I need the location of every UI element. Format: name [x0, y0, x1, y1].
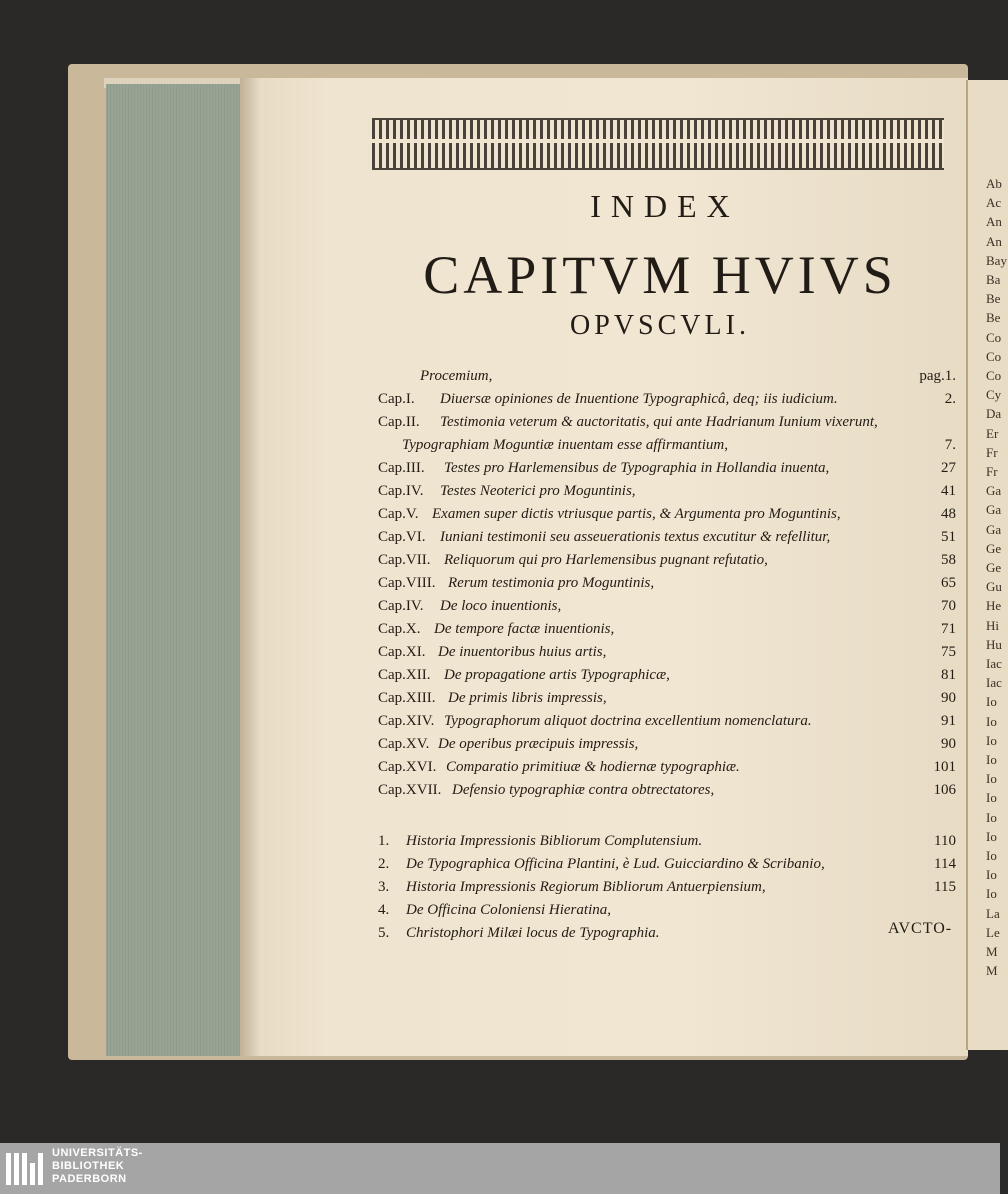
toc-row: [378, 527, 956, 550]
toc-entry-text: Testimonia veterum & auctoritatis, qui ante Hadrianum Iunium vixerunt,: [440, 414, 878, 430]
facing-page-fragment: Ga: [986, 483, 1002, 499]
toc-entry-text: Rerum testimonia pro Moguntinis,: [448, 575, 655, 591]
facing-page-fragment: Ba: [986, 272, 1001, 287]
toc-row: [378, 877, 956, 900]
toc-page-number: 41: [941, 483, 956, 499]
facing-page-fragment: Be: [986, 291, 1001, 307]
toc-page-number: 70: [941, 598, 956, 614]
toc-chapter-label: 2.: [378, 856, 390, 872]
toc-page-number: 101: [933, 759, 956, 775]
toc-row: [378, 854, 956, 877]
facing-page-fragment: Io: [986, 732, 997, 748]
toc-page-number: 81: [941, 667, 956, 683]
sub-title: OPVSCVLI.: [570, 310, 750, 341]
facing-page-fragment: Ga: [986, 521, 1002, 537]
toc-row: [378, 389, 956, 412]
toc-row: [378, 481, 956, 504]
facing-page-fragment: Le: [986, 924, 1000, 940]
facing-page-fragment: Io: [986, 867, 997, 883]
toc-row: [378, 458, 956, 481]
toc-page-number: 48: [941, 506, 956, 522]
toc-page-number: 91: [941, 713, 956, 729]
facing-page-fragment: Da: [986, 406, 1002, 422]
toc-chapter-label: Cap.V.: [378, 506, 419, 522]
toc-page-number: 106: [933, 782, 956, 798]
toc-row: [378, 435, 956, 458]
facing-page-fragment: Io: [986, 694, 997, 710]
toc-row: [378, 780, 956, 803]
toc-row: [378, 619, 956, 642]
toc-page-number: 7.: [944, 437, 956, 453]
toc-entry-text: De primis libris impressis,: [448, 690, 607, 706]
toc-entry-text: Diuersæ opiniones de Inuentione Typographicâ, deq; iis iudicium.: [440, 391, 838, 407]
toc-page-number: 75: [941, 644, 956, 660]
toc-entry-text: Testes Neoterici pro Moguntinis,: [440, 483, 636, 499]
toc-entry-text: De loco inuentionis,: [440, 598, 562, 614]
toc-row: [378, 642, 956, 665]
toc-chapter-label: Cap.VII.: [378, 552, 431, 568]
toc-chapter-label: Cap.XIII.: [378, 690, 436, 706]
facing-page-fragment: Iac: [986, 675, 1002, 691]
facing-page-fragment: Ac: [986, 195, 1002, 211]
toc-chapter-label: 4.: [378, 902, 390, 918]
toc-chapter-label: Cap.IV.: [378, 598, 424, 614]
library-logo-icon: [6, 1149, 46, 1189]
facing-page-fragment: Io: [986, 771, 997, 787]
toc-row: [378, 412, 956, 435]
library-name-line3: PADERBORN: [52, 1173, 127, 1185]
toc-entry-text: Reliquorum qui pro Harlemensibus pugnant refutatio,: [444, 552, 768, 568]
toc-row: [378, 711, 956, 734]
index-heading: INDEX: [590, 188, 740, 224]
facing-page-fragment: Io: [986, 713, 997, 729]
library-footer: [0, 1143, 1000, 1194]
toc-entry-text: De Officina Coloniensi Hieratina,: [406, 902, 611, 918]
facing-page-fragment: He: [986, 598, 1002, 614]
toc-page-number: pag.1.: [919, 368, 956, 384]
toc-chapter-label: Cap.I.: [378, 391, 415, 407]
toc-chapter-label: Cap.III.: [378, 460, 425, 476]
facing-page-fragment: Er: [986, 425, 999, 441]
toc-row: [378, 900, 956, 923]
ornament-band: [372, 118, 944, 170]
toc-row: [378, 734, 956, 757]
toc-chapter-label: 5.: [378, 925, 390, 941]
toc-page-number: 51: [941, 529, 956, 545]
library-name: [52, 1147, 143, 1186]
toc-page-number: 71: [941, 621, 956, 637]
toc-entry-text: Historia Impressionis Bibliorum Complutensium.: [406, 833, 703, 849]
facing-page-fragment: Hu: [986, 636, 1002, 652]
facing-page-fragment: Be: [986, 310, 1001, 326]
facing-page-fragment: Iac: [986, 656, 1002, 671]
toc-page-number: 2.: [944, 391, 956, 407]
facing-page-fragment: La: [986, 905, 1000, 921]
toc-entry-text: Typographorum aliquot doctrina excellentium nomenclatura.: [444, 713, 812, 729]
facing-page-fragment: Io: [986, 848, 997, 863]
catchword: AVCTO-: [888, 920, 953, 937]
facing-page-fragment: Io: [986, 886, 997, 902]
facing-page-edge: [966, 80, 1008, 1050]
toc-page-number: 90: [941, 736, 956, 752]
page-block-edge: [106, 84, 244, 1056]
toc-page-number: 110: [934, 833, 956, 849]
toc-entry-text: De propagatione artis Typographicæ,: [444, 667, 670, 683]
toc-entry-text: De tempore factæ inuentionis,: [434, 621, 615, 637]
toc-row: [378, 757, 956, 780]
toc-row: [378, 573, 956, 596]
facing-page-fragment: An: [986, 214, 1002, 230]
toc-row: [378, 923, 956, 946]
facing-page-fragment: Io: [986, 809, 997, 825]
toc-chapter-label: Cap.VIII.: [378, 575, 436, 591]
toc-chapter-label: Cap.VI.: [378, 529, 426, 545]
toc-row: [378, 688, 956, 711]
facing-page-fragment: Fr: [986, 464, 998, 479]
toc-row: [378, 596, 956, 619]
toc-entry-text: Christophori Milæi locus de Typographia.: [406, 925, 660, 941]
toc-entry-text: Testes pro Harlemensibus de Typographia in Hollandia inuenta,: [444, 460, 830, 476]
toc-chapter-label: Cap.XVI.: [378, 759, 437, 775]
toc-chapter-label: Cap.XIV.: [378, 713, 435, 729]
facing-page-fragment: Co: [986, 348, 1002, 364]
facing-page-fragment: Ge: [986, 560, 1002, 575]
toc-page-number: 115: [934, 879, 956, 895]
toc-row: [378, 665, 956, 688]
toc-entry-text: Examen super dictis vtriusque partis, & Argumenta pro Moguntinis,: [432, 506, 841, 522]
facing-page-fragment: Hi: [986, 617, 999, 633]
toc-row: [378, 366, 956, 389]
toc-page-number: 27: [941, 460, 956, 476]
toc-page-number: 65: [941, 575, 956, 591]
toc-entry-text: Iuniani testimonii seu asseuerationis textus excutitur & refellitur,: [440, 529, 831, 545]
toc-row: [378, 831, 956, 854]
facing-page-fragment: M: [986, 944, 998, 959]
toc-entry-text: Defensio typographiæ contra obtrectatores,: [452, 782, 715, 798]
toc-chapter-label: Cap.X.: [378, 621, 421, 637]
facing-page-fragment: Co: [986, 329, 1002, 345]
toc-page-number: 114: [934, 856, 956, 872]
toc-chapter-label: Cap.XVII.: [378, 782, 442, 798]
toc-entry-text: Procemium,: [420, 368, 493, 384]
table-of-contents: [378, 366, 956, 946]
facing-page-fragment: Ab: [986, 176, 1002, 191]
toc-entry-text: De inuentoribus huius artis,: [438, 644, 607, 660]
toc-chapter-label: Cap.XI.: [378, 644, 426, 660]
toc-row: [378, 550, 956, 573]
toc-entry-text: Historia Impressionis Regiorum Bibliorum Antuerpiensium,: [406, 879, 766, 895]
main-title: CAPITVM HVIVS: [423, 245, 897, 305]
facing-page-fragment: Gu: [986, 579, 1002, 595]
facing-page-fragment: Ga: [986, 502, 1002, 518]
toc-chapter-label: Cap.II.: [378, 414, 420, 430]
library-name-line2: BIBLIOTHEK: [52, 1160, 125, 1172]
library-name-line1: UNIVERSITÄTS-: [52, 1147, 143, 1159]
facing-page-fragment: Io: [986, 790, 997, 806]
toc-entry-text: De operibus præcipuis impressis,: [438, 736, 639, 752]
facing-page-fragment: Fr: [986, 444, 998, 460]
toc-entry-text: Comparatio primitiuæ & hodiernæ typographiæ.: [446, 759, 740, 775]
toc-chapter-label: Cap.XV.: [378, 736, 430, 752]
facing-page-fragment: Io: [986, 828, 997, 844]
facing-page-fragment: Cy: [986, 387, 1002, 403]
facing-page-fragment: Io: [986, 752, 997, 767]
toc-chapter-label: 1.: [378, 833, 390, 849]
gutter-shadow: [240, 78, 260, 1056]
toc-entry-text: De Typographica Officina Plantini, è Lud. Guicciardino & Scribanio,: [406, 856, 825, 872]
toc-chapter-label: Cap.XII.: [378, 667, 431, 683]
facing-page-fragment: Bay: [986, 252, 1007, 268]
facing-page-fragment: Co: [986, 368, 1002, 383]
facing-page-fragment: M: [986, 963, 998, 979]
toc-chapter-label: 3.: [378, 879, 390, 895]
toc-page-number: 58: [941, 552, 956, 568]
toc-page-number: 90: [941, 690, 956, 706]
facing-page-fragment: An: [986, 233, 1002, 249]
toc-chapter-label: Cap.IV.: [378, 483, 424, 499]
toc-row: [378, 504, 956, 527]
ornament-divider: [372, 139, 944, 143]
toc-entry-text: Typographiam Moguntiæ inuentam esse affirmantium,: [402, 437, 728, 453]
facing-page-fragment: Ge: [986, 540, 1002, 556]
